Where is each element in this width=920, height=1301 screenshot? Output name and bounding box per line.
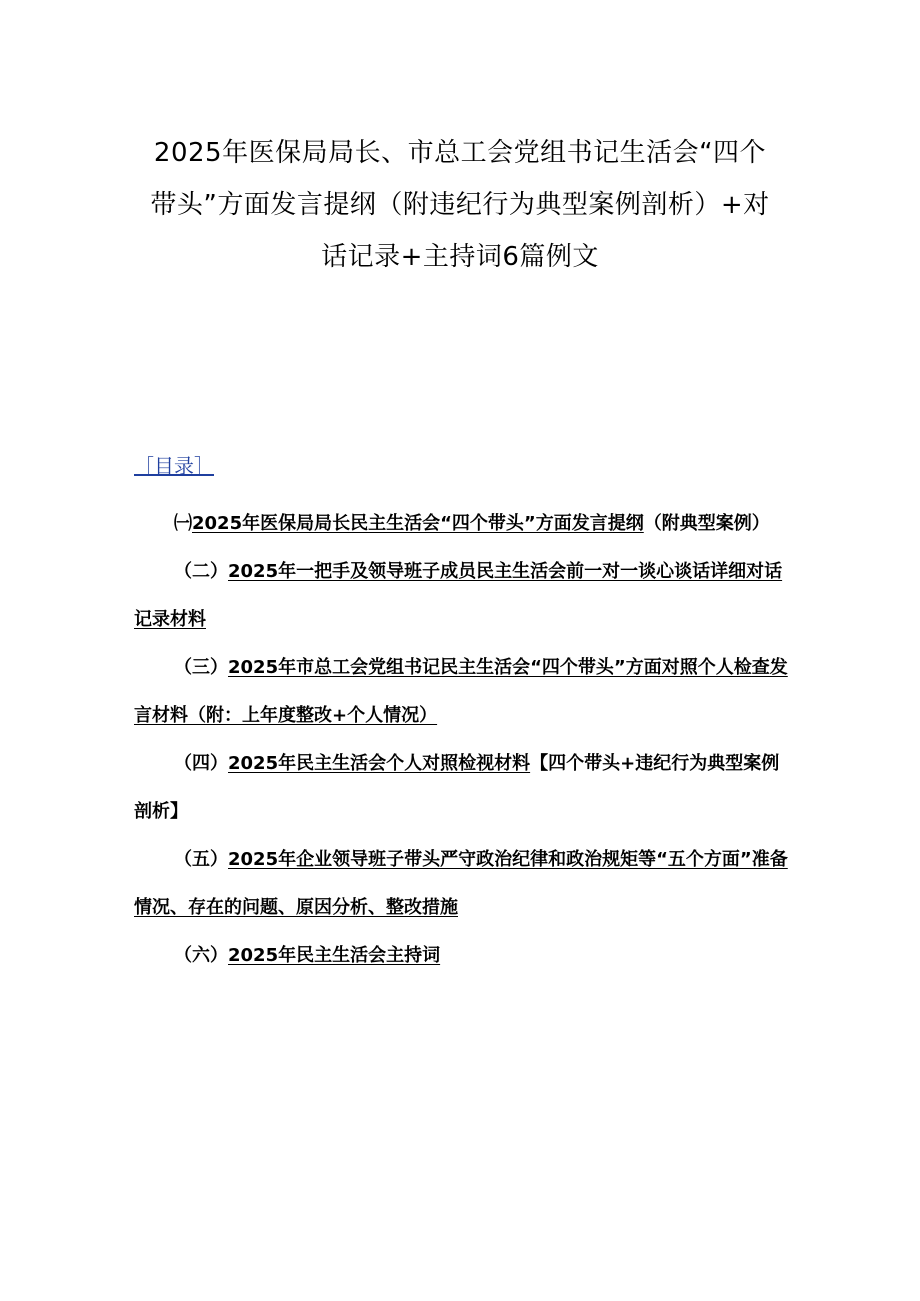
toc-item-link[interactable]: 2025年市总工会党组书记民主生活会“四个带头”方面对照个人检查发言材料（附：上年度整改+个人情况）	[134, 657, 788, 726]
toc-item-number: （二）	[174, 561, 228, 582]
toc-item-link[interactable]: 2025年企业领导班子带头严守政治纪律和政治规矩等“五个方面”准备情况、存在的问题、原因分析、整改措施	[134, 849, 788, 918]
toc-item-link[interactable]: 2025年民主生活会主持词	[228, 945, 441, 966]
toc-item-2	[134, 548, 794, 644]
title-line-3: 话记录+主持词6篇例文	[321, 242, 599, 273]
toc-item-number: （五）	[174, 849, 228, 870]
table-of-contents	[134, 500, 794, 980]
toc-item-number: （四）	[174, 753, 228, 774]
toc-item-number: （三）	[174, 657, 228, 678]
toc-item-6	[134, 932, 794, 980]
toc-item-link[interactable]: 2025年民主生活会个人对照检视材料	[228, 753, 531, 774]
document-title	[110, 127, 810, 283]
toc-item-note: （附典型案例）	[643, 513, 770, 534]
toc-item-number: ㈠	[174, 513, 192, 534]
toc-item-5	[134, 836, 794, 932]
title-line-1: 2025年医保局局长、市总工会党组书记生活会“四个	[153, 138, 767, 169]
title-line-2: 带头”方面发言提纲（附违纪行为典型案例剖析）+对	[150, 190, 770, 221]
toc-item-note: 【四个带头+违纪行为典型案例剖析】	[134, 753, 780, 822]
toc-item-link[interactable]: 2025年一把手及领导班子成员民主生活会前一对一谈心谈话详细对话记录材料	[134, 561, 783, 630]
toc-item-link[interactable]: 2025年医保局局长民主生活会“四个带头”方面发言提纲	[192, 513, 644, 534]
toc-item-3	[134, 644, 794, 740]
toc-heading-link[interactable]: ［目录］	[134, 454, 214, 478]
toc-item-number: （六）	[174, 945, 228, 966]
toc-item-1	[134, 500, 794, 548]
toc-item-4	[134, 740, 794, 836]
